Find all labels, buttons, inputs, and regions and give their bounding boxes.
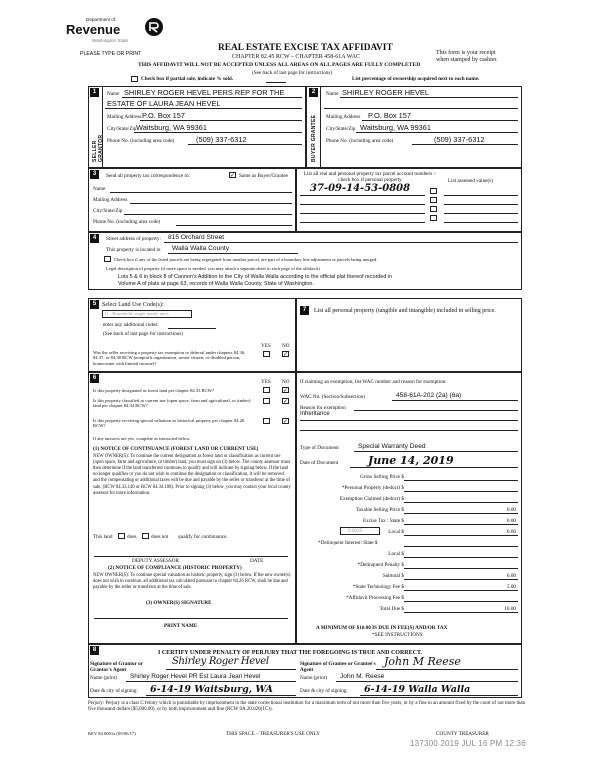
s3-mailing-line: [130, 203, 292, 204]
land-use-label: Select Land Use Code(s):: [102, 302, 164, 308]
seller-city-underline: [134, 132, 302, 133]
grantor-name[interactable]: Shirley Roger Hevel PR Est Laura Jean Hevel: [130, 673, 261, 680]
if-yes-note: If any answers are yes, complete as instructed below.: [93, 436, 191, 441]
tech-fee-label: *State Technology Fee $: [352, 584, 404, 590]
grantor-sig-line: [166, 669, 296, 670]
qualify-label: qualify for continuance.: [178, 534, 228, 540]
penalty-line: [404, 568, 518, 569]
send-label: Send all property tax correspondence to:: [106, 173, 190, 179]
buyer-name[interactable]: SHIRLEY ROGER HEVEL: [342, 88, 429, 97]
section-5-number: 5: [90, 300, 99, 309]
doc-date-underline: [350, 467, 518, 468]
gross-line: [404, 480, 518, 481]
owner-signature-label: (3) OWNER(S) SIGNATURE: [146, 600, 212, 606]
s3-phone-line: [176, 225, 292, 226]
does-not-checkbox[interactable]: [142, 533, 149, 539]
same-as-buyer-checkbox[interactable]: ✓: [230, 172, 236, 179]
reason-underline: [354, 410, 518, 411]
buyer-phone-label: Phone No. (including area code): [326, 138, 394, 144]
land-use-value: 11 - Household, single family units: [104, 311, 169, 316]
continuance-body: NEW OWNER(S): To continue the current designation as forest land or classification as current use (open space, farm and agriculture, or timber) land, you must sign on (3) below. The county assessor must then determine if the land transferred continues to qualify and will indicate by signing below. If the land no longer qualifies or you do not wish to continue the designation or classification, it will be removed and the compensating or additional taxes will be due and payable by the seller or transferor at the time of sale. (RCW 84.33.140 or RCW 84.34.108). Prior to signing (3) below, you may contact your local county assessor for more information.: [93, 454, 291, 496]
s5-no-header: NO: [282, 343, 290, 349]
county-treasurer: COUNTY TREASURER: [436, 731, 489, 737]
s3-city-label: City/State/Zip: [93, 208, 123, 214]
q3-yes-checkbox[interactable]: [263, 418, 270, 424]
personal-property-checkbox-3[interactable]: [430, 206, 437, 212]
seller-name-line1[interactable]: SHIRLEY ROGER HEVEL PERS REP FOR THE: [124, 88, 285, 97]
personal-property-checkbox-4[interactable]: [430, 215, 437, 221]
located-label: This property is located in: [106, 247, 161, 253]
buyer-side-label: BUYER GRANTEE: [311, 114, 317, 162]
additional-codes-line: [168, 328, 216, 329]
exemption-question: Was the seller receiving a property tax exemption or deferral under chapters 84.36, 84.37, or 84.38 RCW (nonprofit organization, senior citizen, or disabled person, homeowner with limited income)?: [93, 350, 246, 366]
s3-name-line: [110, 192, 292, 193]
s5-yes-checkbox[interactable]: [263, 351, 270, 357]
buyer-name2-underline: [324, 108, 518, 109]
treasurer-use-only: THIS SPACE – TREASURER'S USE ONLY: [226, 731, 320, 737]
legal-description[interactable]: Lots 5 & 6 in block 8 of Cannon's Addition to the City of Walla Walla according to the official plat thereof recorded in Volume A of plats at page 63, records of Walla Walla County, State of Washington.: [118, 274, 393, 287]
logo-dept: Department of: [86, 17, 116, 22]
personal-deduct-label: *Personal Property (deduct) $: [341, 485, 404, 491]
delinquent-local-line: [404, 557, 518, 558]
doc-type-label: Type of Document: [300, 445, 339, 451]
parcel-line-1: [300, 195, 425, 196]
delinquent-state-line: [404, 546, 518, 547]
compliance-body: NEW OWNER(S): To continue special valuation as historic property, sign (3) below. If the new owner(s) does not wish to continue, all additional tax calculated pursuant to chapter 84.26 RCW, shall be due and payable by the seller or transferor at the time of sale.: [93, 573, 291, 591]
q3-no-checkbox[interactable]: ✓: [283, 418, 289, 425]
buyer-name-label: Name: [326, 91, 339, 97]
delinquent-state-label: *Delinquent Interest: State $: [318, 540, 378, 546]
grantee-name-label: Name (print): [300, 675, 327, 681]
grantor-name-line: [126, 681, 296, 682]
seller-city-label: City/State/Zip: [107, 126, 137, 132]
seller-phone[interactable]: (509) 337-6312: [196, 135, 247, 144]
delinquent-local-label: Local $: [388, 551, 404, 557]
buyer-mailing-label: Mailing Address: [326, 114, 361, 120]
grantor-date-label: Date & city of signing:: [90, 688, 138, 694]
q1-yes-checkbox[interactable]: [263, 387, 270, 393]
certify-statement: I CERTIFY UNDER PENALTY OF PERJURY THAT THE FOREGOING IS TRUE AND CORRECT.: [158, 650, 423, 656]
assessed-line-2: [444, 204, 518, 205]
s5-yes-header: YES: [261, 343, 271, 349]
s6-no-header: NO: [282, 379, 290, 385]
segregated-checkbox[interactable]: [104, 256, 111, 262]
total-value[interactable]: 10.00: [504, 606, 516, 612]
street-address[interactable]: 815 Orchard Street: [168, 234, 225, 241]
q2-no-checkbox[interactable]: ✓: [283, 398, 289, 405]
section-1-number: 1: [90, 88, 99, 97]
county[interactable]: Walla Walla County: [172, 245, 230, 252]
grantee-name[interactable]: John M. Reese: [340, 673, 385, 680]
same-as-buyer-label: Same as Buyer/Grantee: [239, 173, 288, 179]
excise-state-label: Excise Tax : State $: [362, 518, 404, 524]
section-6-number: 6: [90, 374, 99, 383]
deputy-line: [94, 556, 288, 557]
affidavit-fee-label: *Affidavit Processing Fee $: [346, 595, 404, 601]
seller-phone-underline: [188, 144, 302, 145]
section-3-number: 3: [90, 170, 99, 179]
q2-yes-checkbox[interactable]: [263, 398, 270, 404]
excise-state-line: [404, 524, 518, 525]
street-label: Street address of property:: [106, 236, 161, 242]
total-label: Total Due $: [379, 606, 404, 612]
form-chapter: CHAPTER 82.45 RCW – CHAPTER 458-61A WAC: [232, 54, 360, 60]
parcel-line-2: [300, 204, 425, 205]
form-number: REV 84 0001a (09/06/17): [88, 731, 136, 736]
total-line: [404, 612, 518, 613]
s3-name-label: Name: [93, 186, 106, 192]
seller-name-underline: [122, 97, 302, 98]
tech-fee-line: [404, 590, 518, 591]
seller-mailing-underline: [140, 120, 302, 121]
assessed-header: List assessed value(s): [448, 178, 493, 184]
personal-line: [404, 491, 518, 492]
compliance-title: (2) NOTICE OF COMPLIANCE (HISTORIC PROPERTY): [108, 565, 242, 571]
taxable-value[interactable]: 0.00: [506, 507, 516, 513]
buyer-mailing[interactable]: P.O. Box 157: [368, 111, 412, 120]
grantee-date-label: Date & city of signing:: [300, 688, 348, 694]
s3-city-line: [124, 214, 292, 215]
reason-underline-3: [300, 430, 518, 431]
grantor-name-label: Name (print): [90, 675, 117, 681]
gross-label: Gross Selling Price $: [360, 474, 404, 480]
q2-label: Is this property classified as current use (open space, farm and agricultural, or timber) land per chapter 84.34 RCW?: [93, 398, 251, 409]
parcel-header: List all real and personal property tax parcel account numbers – check box if personal property: [303, 171, 437, 184]
grantee-date[interactable]: 6-14-19 Walla Walla: [364, 684, 471, 695]
section-7-number: 7: [300, 306, 309, 315]
assessed-line-3: [444, 213, 518, 214]
street-underline: [164, 242, 518, 243]
buyer-phone-underline: [412, 144, 518, 145]
grantor-signature[interactable]: Shirley Roger Hevel: [172, 656, 269, 667]
wac-label: WAC No. (Section/Subsection): [300, 394, 365, 400]
buyer-city[interactable]: Waitsburg, WA 99361: [360, 123, 431, 132]
reason-underline-2: [300, 420, 518, 421]
logo-state: Washington State: [92, 38, 129, 43]
seller-name-line2[interactable]: ESTATE OF LAURA JEAN HEVEL: [107, 99, 221, 108]
grantee-sig-label: Signature of Grantee or Grantee's Agent: [300, 661, 376, 674]
subtotal-label: Subtotal $: [382, 573, 404, 579]
seller-side-label: SELLER GRANTOR: [92, 134, 104, 162]
buyer-phone[interactable]: (509) 337-6312: [434, 135, 485, 144]
ownership-note: List percentage of ownership acquired next to each name.: [352, 76, 480, 82]
land-does-label: This land: [93, 534, 113, 540]
land-use-see-back: (See back of last page for instructions): [103, 331, 184, 337]
excise-local-line: [404, 535, 518, 536]
print-name-label: PRINT NAME: [164, 623, 198, 629]
excise-local-value[interactable]: 0.00: [506, 529, 516, 535]
segregated-label: Check box if any of the listed parcels are being segregated from another parcel, are part of a boundary line adjustment or parcels being merged.: [114, 257, 378, 262]
see-back-note: (See back of last page for instructions): [252, 70, 333, 76]
taxable-line: [404, 513, 518, 514]
q1-no-checkbox[interactable]: ✓: [283, 387, 289, 394]
affidavit-fee-line: [404, 601, 518, 602]
see-instructions: *SEE INSTRUCTIONS: [372, 632, 423, 638]
doc-date-label: Date of Document: [300, 460, 339, 466]
continuance-title: (1) NOTICE OF CONTINUANCE (FOREST LAND OR CURRENT USE): [93, 446, 259, 452]
buyer-city-label: City/State/Zip: [326, 126, 356, 132]
personal-property-label: List all personal property (tangible and intangible) included in selling price.: [314, 308, 496, 314]
reason-value[interactable]: Inheritance: [300, 411, 330, 417]
logo-name: Revenue: [66, 22, 121, 37]
subtotal-value[interactable]: 0.00: [506, 573, 516, 579]
local-rate[interactable]: 0.0025: [348, 528, 363, 534]
perjury-notice: Perjury: Perjury is a class C felony which is punishable by imprisonment in the state correctional institution for a maximum term of not more than five years, or by a fine in an amount fixed by the court of not more than five thousand dollars ($5,000.00), or by both imprisonment and fine (RCW 9A.20.020(1C)).: [88, 701, 526, 712]
reason-label: Reason for exemption: [300, 405, 346, 411]
wac-number[interactable]: 458-61A-202 (2a) (6a): [396, 392, 462, 399]
minimum-note: A MINIMUM OF $10.00 IS DUE IN FEE(S) AND/OR TAX: [316, 625, 448, 631]
enter-additional-label: enter any additional codes:: [103, 322, 159, 328]
dor-logo: [40, 14, 160, 44]
wac-underline: [392, 400, 518, 401]
s5-no-checkbox[interactable]: ✓: [283, 351, 289, 358]
partial-sale-checkbox[interactable]: [131, 76, 138, 82]
exemption-line: [404, 502, 518, 503]
seller-name2-underline: [105, 108, 302, 109]
doc-type-underline: [354, 451, 518, 452]
buyer-mailing-underline: [362, 120, 518, 121]
grantor-date-line: [146, 695, 296, 696]
legal-label: Legal description of property (if more space is needed, you may attach a separate sheet to each page of the affidavit): [106, 266, 320, 271]
grantee-name-line: [336, 681, 518, 682]
deputy-label: DEPUTY ASSESSOR: [132, 558, 179, 564]
section-2-number: 2: [309, 88, 318, 97]
seller-divider: [102, 86, 103, 168]
personal-property-checkbox-2[interactable]: [430, 197, 437, 203]
does-label: does: [127, 534, 137, 540]
parcel-number[interactable]: 37-09-14-53-0808: [310, 183, 411, 194]
partial-sale-label: Check box if partial sale, indicate % sold.: [141, 76, 234, 82]
claiming-label: If claiming an exemption, list WAC number and reason for exemption:: [300, 379, 447, 385]
personal-property-checkbox-1[interactable]: [430, 188, 437, 194]
section-4-number: 4: [90, 234, 99, 243]
owner-signature-line: [94, 618, 288, 619]
grantee-signature[interactable]: John M Reese: [384, 655, 461, 668]
receipt-stamp: 137300 2019 JUL 16 PM 12:36: [410, 739, 526, 748]
local-label: Local $: [388, 529, 404, 535]
s3-phone-label: Phone No. (including area code): [93, 219, 161, 225]
exemption-deduct-label: Exemption Claimed (deduct) $: [339, 496, 404, 502]
taxable-label: Taxable Selling Price $: [355, 507, 404, 513]
date-label: DATE: [250, 558, 264, 564]
seller-mailing-label: Mailing Address: [107, 114, 142, 120]
q3-label: Is this property receiving special valuation as historical property per chapter 84.26 RCW?: [93, 418, 245, 429]
seller-name-label: Name: [107, 91, 120, 97]
assessed-line-4: [444, 222, 518, 223]
assessed-line-1: [444, 195, 518, 196]
grantee-sig-line: [376, 669, 518, 670]
excise-state-value[interactable]: 0.00: [506, 518, 516, 524]
doc-type[interactable]: Special Warranty Deed: [358, 443, 426, 450]
receipt-note: This form is your receipt when stamped by cashier.: [436, 50, 498, 64]
grantor-date[interactable]: 6-14-19 Waitsburg, WA: [150, 684, 273, 695]
s3-mailing-label: Mailing Address: [93, 197, 128, 203]
doc-date[interactable]: June 14, 2019: [368, 454, 454, 467]
grantee-date-line: [360, 695, 518, 696]
type-or-print: PLEASE TYPE OR PRINT: [80, 51, 142, 57]
section-8-number: 8: [90, 646, 99, 655]
tech-fee-value[interactable]: 5.00: [506, 584, 516, 590]
parcel-line-4: [300, 222, 425, 223]
s6-yes-header: YES: [261, 379, 271, 385]
partial-sale-line: [266, 82, 286, 83]
revenue-logo-icon: [144, 17, 164, 37]
grantor-sig-label: Signature of Grantor or Grantor's Agent: [90, 661, 143, 674]
form-title: REAL ESTATE EXCISE TAX AFFIDAVIT: [218, 43, 393, 53]
does-not-label: does not: [151, 534, 169, 540]
does-checkbox[interactable]: [118, 533, 125, 539]
penalty-label: *Delinquent Penalty $: [357, 562, 404, 568]
seller-mailing[interactable]: P.O. Box 157: [142, 111, 186, 120]
buyer-name-underline: [340, 97, 518, 98]
buyer-city-underline: [356, 132, 518, 133]
seller-phone-label: Phone No. (including area code): [107, 138, 175, 144]
not-accepted-notice: THIS AFFIDAVIT WILL NOT BE ACCEPTED UNLESS ALL AREAS ON ALL PAGES ARE FULLY COMPLETED: [138, 62, 421, 68]
county-underline: [168, 253, 298, 254]
seller-city[interactable]: Waitsburg, WA 99361: [136, 123, 207, 132]
buyer-divider: [320, 86, 321, 168]
q1-label: Is this property designated as forest land per chapter 84.33 RCW?: [93, 388, 215, 393]
subtotal-line: [404, 579, 518, 580]
parcel-line-3: [300, 213, 425, 214]
